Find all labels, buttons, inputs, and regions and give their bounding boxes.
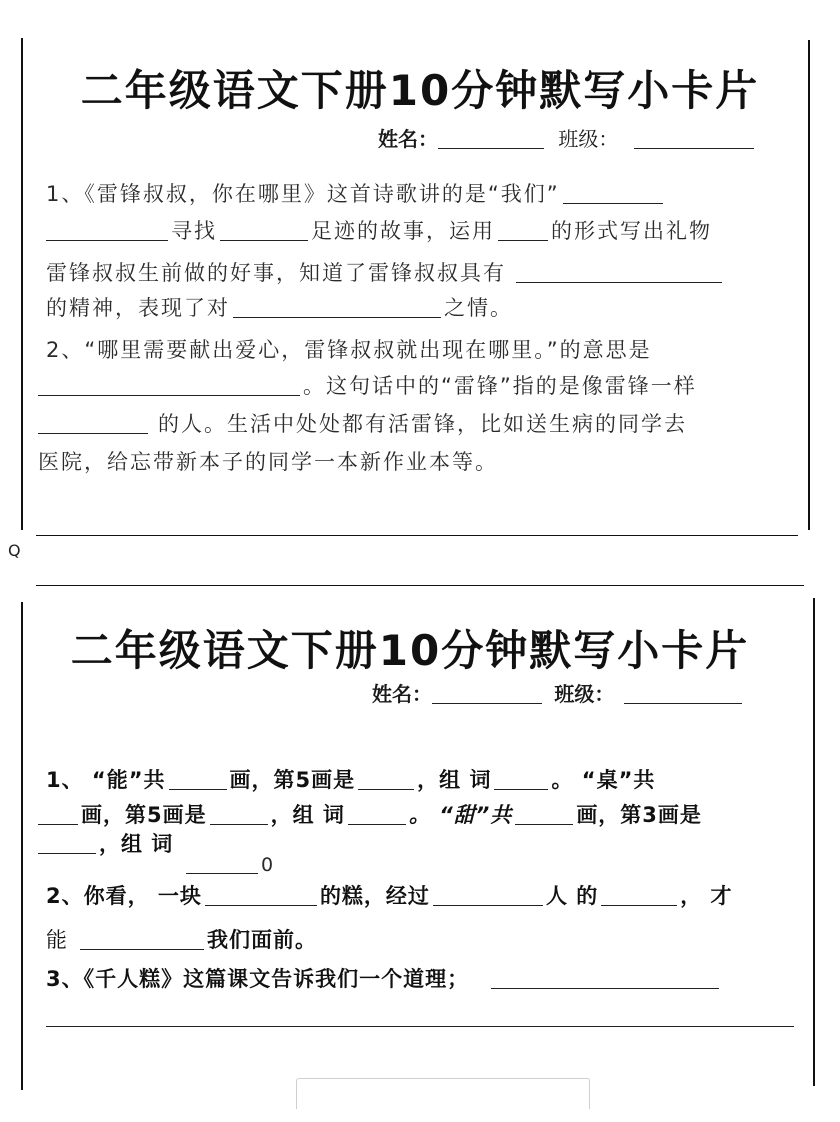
card1-q1-blank3[interactable] [220, 222, 308, 241]
card2-q1-text: 。 “甜”共 [408, 803, 513, 827]
card1-q2-blank1[interactable] [38, 377, 300, 396]
card2-q1-blank3[interactable] [494, 771, 548, 790]
card2-q2-line2 [46, 924, 317, 954]
card1-q1-text: 寻找 [171, 219, 217, 243]
card1-q2-blank2[interactable] [38, 415, 148, 434]
card1-class-field[interactable] [634, 130, 754, 149]
card2-q1-blank9[interactable] [186, 855, 258, 874]
card2-top-border [36, 585, 804, 586]
card1-left-border [21, 38, 23, 530]
card2-q1-text: 画，第5画是 [81, 803, 207, 827]
card1-q1-text: 1、《雷锋叔叔，你在哪里》这首诗歌讲的是“我们” [46, 182, 560, 206]
card1-name-label: 姓名： [378, 127, 438, 151]
card2-q2-text: 我们面前。 [207, 928, 317, 952]
card2-class-field[interactable] [624, 685, 742, 704]
card1-q2-line4: 医院，给忘带新本子的同学一本新作业本等。 [38, 450, 498, 474]
card1-q1-blank2[interactable] [46, 222, 168, 241]
card2-q1-blank6[interactable] [348, 806, 406, 825]
card2-q2-text: ， 才 [680, 884, 733, 908]
card2-title: 二年级语文下册10分钟默写小卡片 [70, 626, 750, 675]
card2-q1-line3 [38, 828, 173, 858]
card2-q2-blank1[interactable] [205, 887, 317, 906]
card2-q2-text: 能 [46, 928, 68, 952]
footer-box [296, 1078, 590, 1109]
card1-class-label: 班级： [558, 127, 619, 151]
card2-q1-text: 画，第3画是 [576, 803, 702, 827]
card2-q1-blank1[interactable] [169, 771, 227, 790]
card1-q1-line4 [46, 292, 513, 322]
card1-q1-text: 雷锋叔叔生前做的好事，知道了雷锋叔叔具有 [46, 261, 506, 285]
card2-q2-blank3[interactable] [601, 887, 677, 906]
card1-title: 二年级语文下册10分钟默写小卡片 [80, 66, 760, 115]
card2-q2-line1 [46, 880, 733, 910]
card2-name-field[interactable] [432, 685, 542, 704]
card2-q1-line1 [46, 764, 655, 794]
card2-q1-text: 1、 “能”共 [46, 768, 166, 792]
card1-q1-blank4[interactable] [498, 222, 548, 241]
card2-q1-blank7[interactable] [515, 806, 573, 825]
card2-q3-line1 [46, 963, 722, 993]
card1-q2-line1: 2、“哪里需要献出爱心，雷锋叔叔就出现在哪里。”的意思是 [46, 338, 652, 362]
card1-q1-text: 足迹的故事，运用 [311, 219, 495, 243]
card2-student-info [372, 678, 742, 707]
card1-q1-blank5[interactable] [516, 264, 722, 283]
card2-q1-blank8[interactable] [38, 835, 96, 854]
card1-q1-line2 [46, 215, 712, 245]
card2-q1-text: 。 “桌”共 [551, 768, 656, 792]
card2-q1-blank2[interactable] [358, 771, 414, 790]
card1-q1-line3 [46, 257, 725, 287]
card1-name-field[interactable] [438, 130, 544, 149]
card1-q1-blank1[interactable] [563, 185, 663, 204]
card2-q2-text: 人 的 [545, 884, 599, 908]
card1-student-info [378, 123, 754, 152]
card1-q1-line1 [46, 178, 666, 208]
card1-q2-text: 。这句话中的“雷锋”指的是像雷锋一样 [303, 374, 697, 398]
card2-name-label: 姓名： [372, 682, 432, 706]
card2-q2-blank4[interactable] [80, 931, 204, 950]
card2-q2-text: 的糕，经过 [319, 884, 430, 908]
card1-bottom-border [36, 535, 798, 536]
card1-q2-line2 [38, 370, 697, 400]
card2-class-label: 班级： [554, 682, 615, 706]
card1-q1-text: 的形式写出礼物 [551, 219, 712, 243]
card1-q1-blank6[interactable] [233, 299, 441, 318]
card2-q1-blank4[interactable] [38, 806, 78, 825]
card1-q2-text: 的人。生活中处处都有活雷锋，比如送生病的同学去 [158, 412, 687, 436]
card2-q1-text: ，组 词 [417, 768, 492, 792]
card1-q1-text: 的精神，表现了对 [46, 296, 230, 320]
card2-q1-text: ，组 词 [270, 803, 345, 827]
card2-q1-line2 [38, 799, 702, 829]
card2-q1-text: 0 [261, 854, 276, 876]
card2-q3-answer-line[interactable] [46, 1026, 794, 1027]
card2-right-border [813, 598, 815, 1086]
card2-q1-line4 [186, 852, 275, 876]
card2-q1-text: ，组 词 [99, 832, 174, 856]
card1-q1-text: 之情。 [444, 296, 513, 320]
separator-mark: Q [8, 541, 21, 560]
card2-q3-blank1[interactable] [491, 970, 719, 989]
card2-q1-text: 画，第5画是 [229, 768, 356, 792]
card1-q2-line3 [38, 408, 687, 438]
card2-q2-blank2[interactable] [433, 887, 543, 906]
card2-q3-text: 3、《千人糕》这篇课文告诉我们一个道理； [46, 967, 470, 991]
card2-q1-blank5[interactable] [210, 806, 268, 825]
card2-q2-text: 2、你看， 一块 [46, 884, 202, 908]
